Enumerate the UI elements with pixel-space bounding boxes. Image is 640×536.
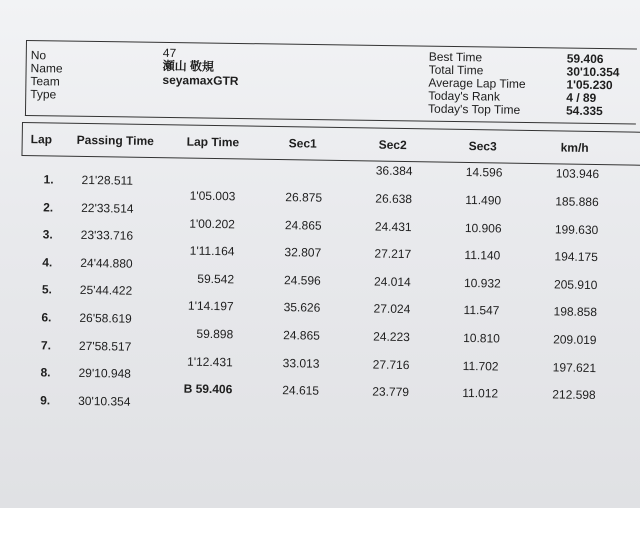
lap-number: 4. <box>42 255 53 270</box>
sec2-value: 23.779 <box>372 384 410 400</box>
sec1-value: 24.865 <box>283 328 320 343</box>
kmh-value: 205.910 <box>553 277 598 292</box>
sec3-value: 11.490 <box>465 192 502 208</box>
type-label: Type <box>30 87 57 102</box>
sec2-value: 27.217 <box>374 246 412 262</box>
lap-number: 5. <box>41 282 52 297</box>
col-kmh: km/h <box>560 140 589 155</box>
sec1-value: 24.615 <box>282 383 320 398</box>
sec2-value: 26.638 <box>375 191 413 207</box>
sec2-value: 24.014 <box>373 274 411 289</box>
lap-time: 1'11.164 <box>189 243 235 259</box>
name-label: Name <box>30 61 63 76</box>
sec1-value: 35.626 <box>283 300 321 316</box>
sec2-value: 24.223 <box>373 329 410 345</box>
todays-rank-value: 4 / 89 <box>566 90 597 105</box>
col-passing-time: Passing Time <box>76 132 154 149</box>
todays-top-time-label: Today's Top Time <box>427 101 521 117</box>
sec3-value: 10.810 <box>463 330 500 346</box>
team-label: Team <box>30 74 60 89</box>
no-value: 47 <box>162 45 177 61</box>
lap-time: 1'05.003 <box>189 188 236 204</box>
lap-number: 1. <box>43 172 54 187</box>
lap-time: 1'14.197 <box>187 299 234 314</box>
no-label: No <box>30 48 47 63</box>
todays-top-time-value: 54.335 <box>565 103 603 119</box>
total-time-value: 30'10.354 <box>566 64 620 80</box>
kmh-value: 209.019 <box>553 332 597 348</box>
average-lap-value: 1'05.230 <box>566 77 613 93</box>
lap-number: 8. <box>40 365 51 380</box>
col-lap: Lap <box>30 132 53 147</box>
lap-time: 1'00.202 <box>189 216 236 231</box>
sec1-value: 33.013 <box>282 355 320 371</box>
sec1-value: 24.865 <box>284 217 322 233</box>
kmh-value: 198.858 <box>553 304 598 320</box>
col-lap-time: Lap Time <box>186 134 240 150</box>
sec1-value: 32.807 <box>284 245 322 260</box>
lap-number: 3. <box>42 227 53 242</box>
lap-number: 9. <box>40 393 51 408</box>
passing-time: 22'33.514 <box>81 200 134 216</box>
passing-time: 29'10.948 <box>78 366 132 381</box>
col-sec2: Sec2 <box>378 137 407 153</box>
best-time-label: Best Time <box>428 49 483 65</box>
name-value: 瀬山 敬規 <box>162 58 215 74</box>
sec1-value: 26.875 <box>285 190 323 205</box>
passing-time: 21'28.511 <box>81 172 134 188</box>
kmh-value: 199.630 <box>554 221 599 237</box>
lap-time: B 59.406 <box>183 381 233 397</box>
sec3-value: 10.906 <box>464 220 502 236</box>
first-sec2: 36.384 <box>375 163 413 179</box>
sec3-value: 10.932 <box>463 275 501 291</box>
lap-time: 59.542 <box>197 271 235 287</box>
sec2-value: 27.716 <box>372 357 410 372</box>
passing-time: 27'58.517 <box>78 338 132 354</box>
col-sec1: Sec1 <box>288 136 317 151</box>
sec1-value: 24.596 <box>283 272 321 288</box>
passing-time: 23'33.716 <box>80 228 134 243</box>
total-time-label: Total Time <box>428 62 484 78</box>
sec3-value: 11.702 <box>462 358 499 374</box>
sec3-value: 11.012 <box>462 386 499 401</box>
first-sec3: 14.596 <box>465 164 503 180</box>
passing-time: 30'10.354 <box>78 393 131 409</box>
lap-time: 1'12.431 <box>186 354 233 369</box>
kmh-value: 212.598 <box>552 387 596 403</box>
sec2-value: 24.431 <box>374 219 412 234</box>
lap-number: 2. <box>43 199 54 215</box>
sec3-value: 11.547 <box>463 303 500 318</box>
todays-rank-label: Today's Rank <box>428 88 501 104</box>
sec2-value: 27.024 <box>373 301 411 317</box>
lap-time: 59.898 <box>196 326 234 342</box>
kmh-value: 197.621 <box>552 359 597 375</box>
passing-time: 26'58.619 <box>79 310 132 326</box>
col-sec3: Sec3 <box>468 139 497 154</box>
lap-number: 7. <box>40 337 52 353</box>
team-value: seyamaxGTR <box>162 72 239 88</box>
sec3-value: 11.140 <box>464 248 501 263</box>
lap-number: 6. <box>41 310 52 325</box>
kmh-value: 194.175 <box>554 249 598 265</box>
average-lap-label: Average Lap Time <box>428 75 526 91</box>
passing-time: 25'44.422 <box>79 283 133 299</box>
kmh-value: 185.886 <box>555 194 599 210</box>
best-time-value: 59.406 <box>566 51 604 67</box>
bottom-margin <box>0 508 640 536</box>
passing-time: 24'44.880 <box>80 255 133 271</box>
first-kmh: 103.946 <box>555 166 600 182</box>
